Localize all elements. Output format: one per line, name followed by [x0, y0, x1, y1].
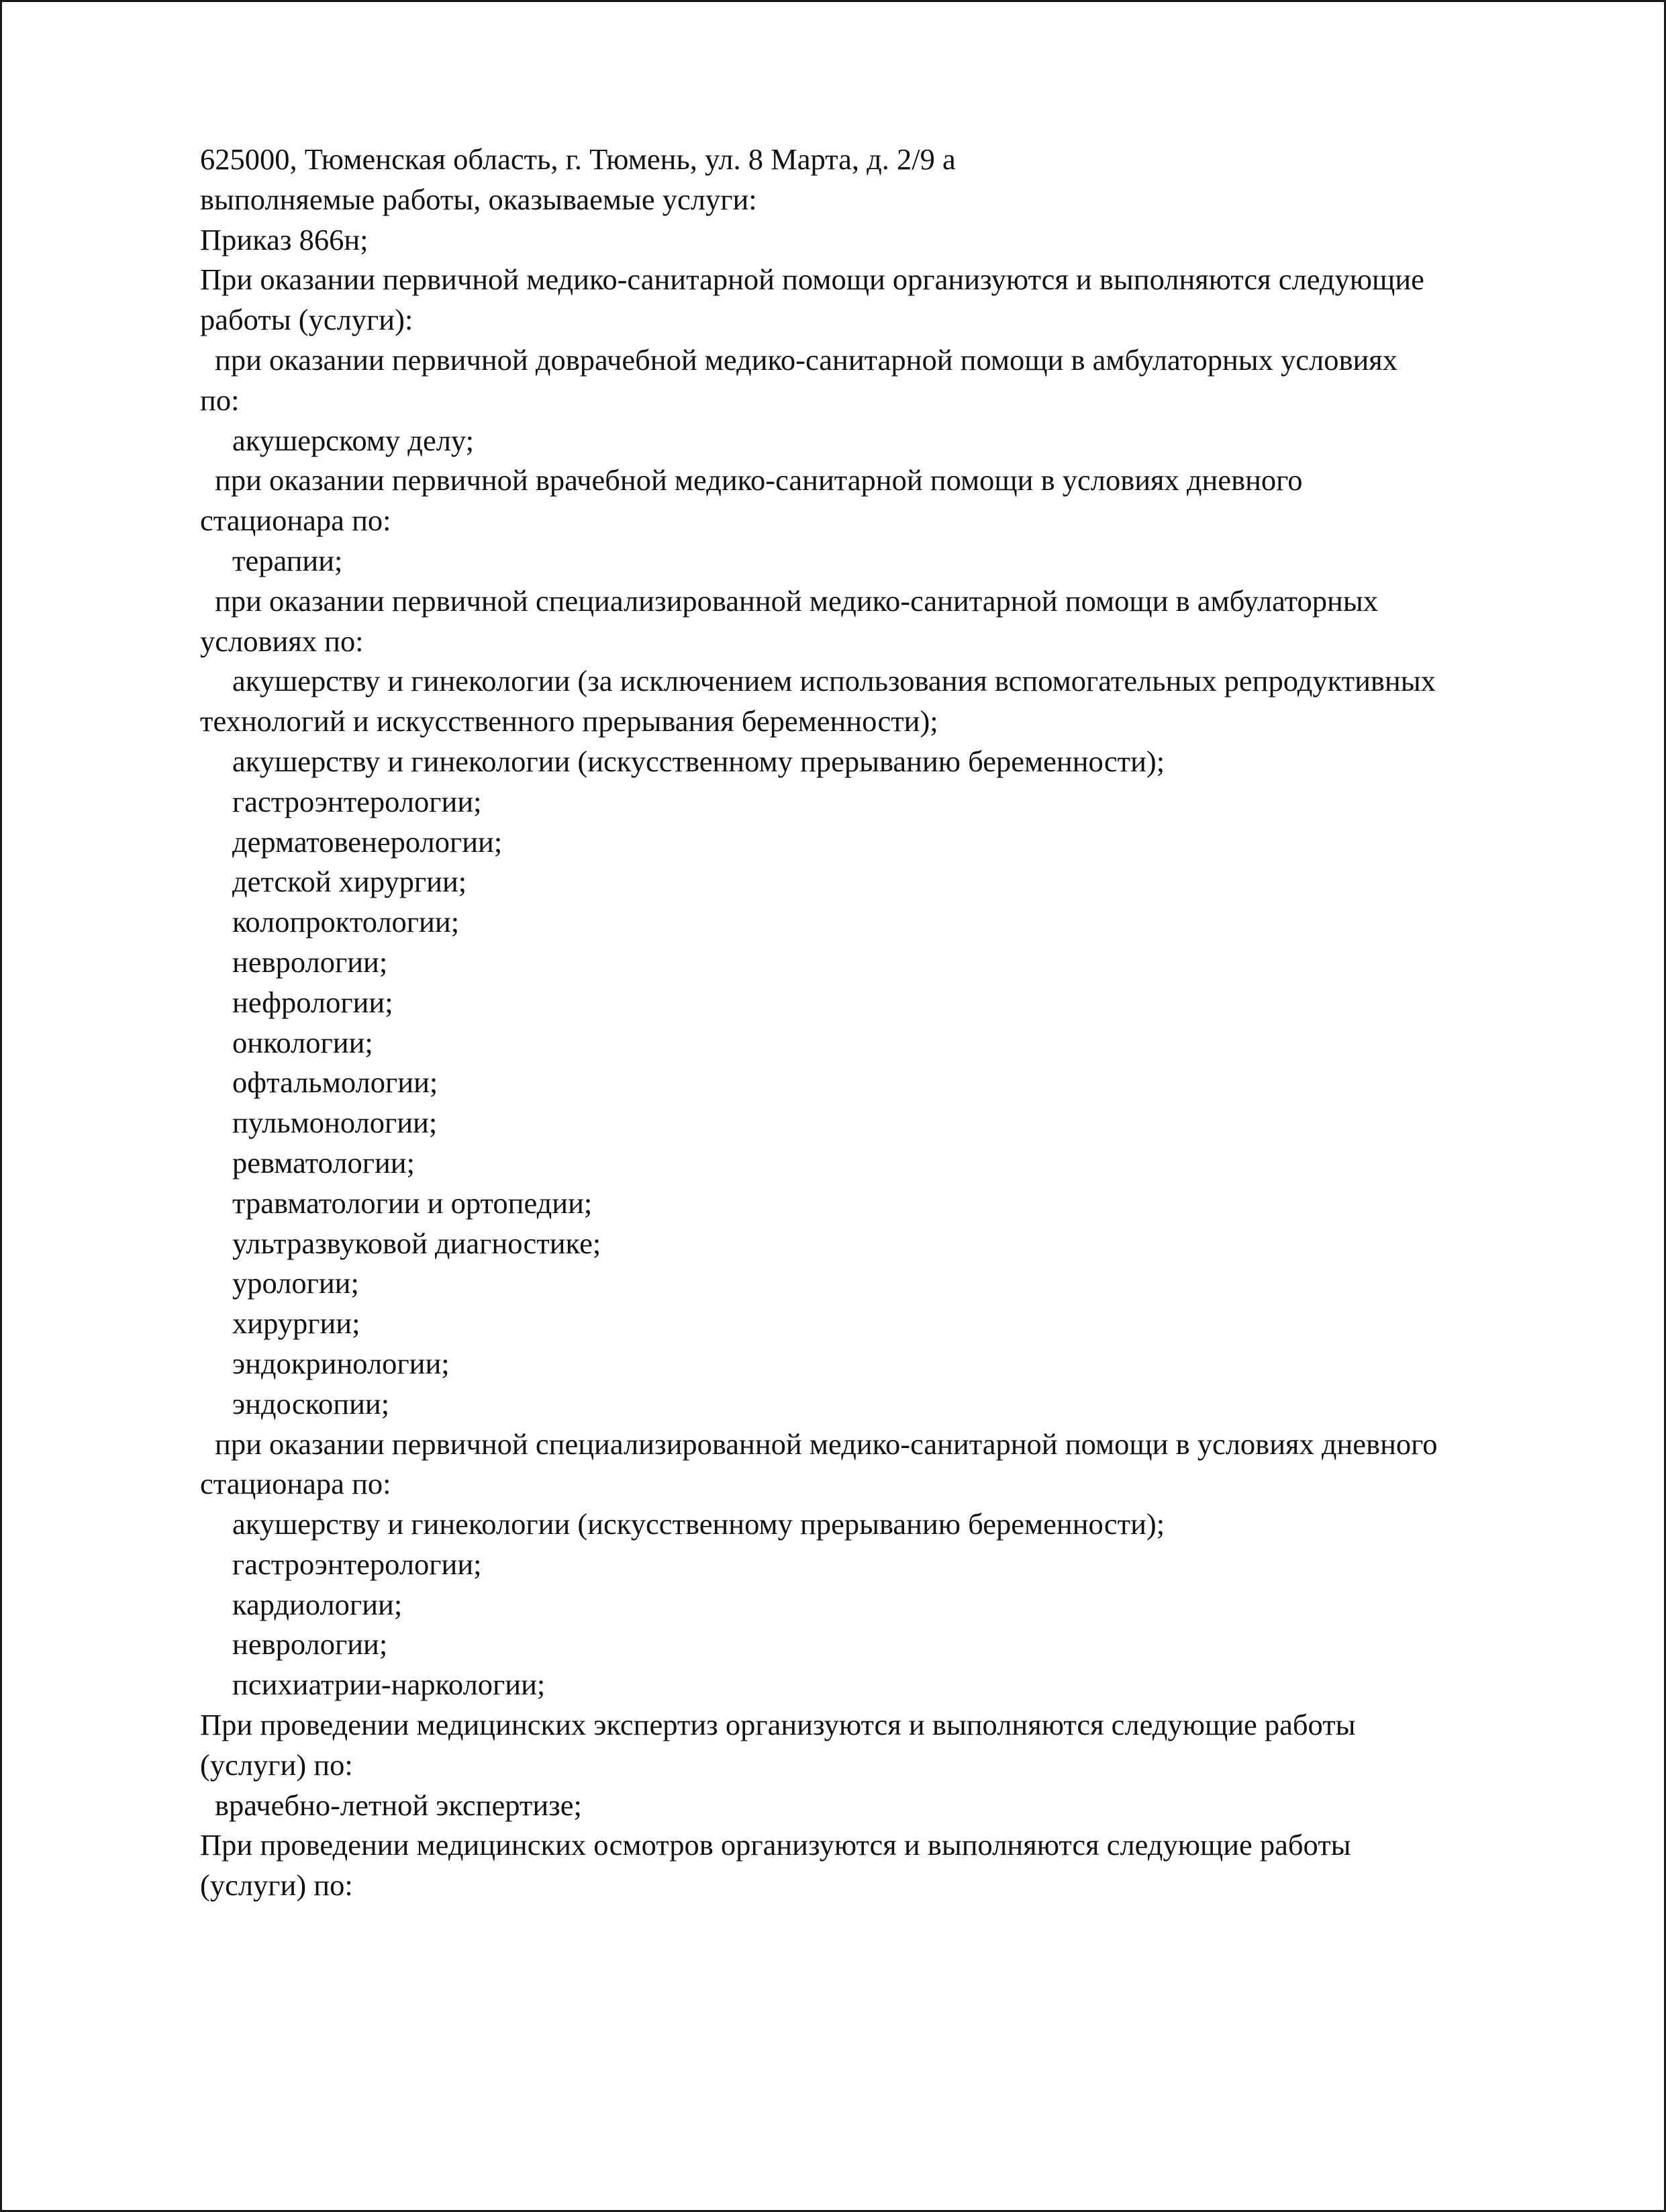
text-line: (услуги) по:	[200, 1747, 353, 1782]
list-item: врачебно-летной экспертизе;	[215, 1788, 582, 1822]
list-item: колопроктологии;	[232, 905, 460, 939]
list-item: травматологии и ортопедии;	[232, 1186, 593, 1220]
list-item: дерматовенерологии;	[232, 824, 503, 859]
address-line: 625000, Тюменская область, г. Тюмень, ул. 8 Марта, д. 2/9 а	[200, 142, 956, 176]
text-line: при оказании первичной специализированной медико-санитарной помощи в условиях дневного	[215, 1427, 1438, 1461]
list-item: ревматологии;	[232, 1145, 415, 1180]
list-item: акушерству и гинекологии (за исключением использования вспомогательных репродуктивных	[232, 664, 1436, 698]
text-line: технологий и искусственного прерывания беременности);	[200, 704, 938, 738]
list-item: урологии;	[232, 1266, 359, 1300]
list-item: психиатрии-наркологии;	[232, 1668, 546, 1702]
text-line: При проведении медицинских осмотров организуются и выполняются следующие работы	[200, 1828, 1351, 1862]
text-line: стационара по:	[200, 503, 391, 538]
text-line: условиях по:	[200, 624, 364, 658]
text-line: по:	[200, 383, 240, 417]
text-line: Приказ 866н;	[200, 222, 369, 256]
list-item: гастроэнтерологии;	[232, 784, 482, 818]
list-item: пульмонологии;	[232, 1106, 438, 1140]
list-item: неврологии;	[232, 1627, 388, 1662]
text-line: при оказании первичной доврачебной медико-санитарной помощи в амбулаторных условиях	[215, 342, 1398, 377]
list-item: эндокринологии;	[232, 1346, 450, 1380]
list-item: акушерскому делу;	[232, 423, 474, 457]
text-line: При проведении медицинских экспертиз организуются и выполняются следующие работы	[200, 1708, 1356, 1742]
list-item: кардиологии;	[232, 1587, 403, 1621]
list-item: хирургии;	[232, 1306, 360, 1341]
list-item: ультразвуковой диагностике;	[232, 1226, 601, 1260]
list-item: акушерству и гинекологии (искусственному прерыванию беременности);	[232, 744, 1165, 778]
text-line: (услуги) по:	[200, 1868, 353, 1903]
text-line: стационара по:	[200, 1467, 391, 1501]
text-line: работы (услуги):	[200, 303, 413, 337]
list-item: неврологии;	[232, 945, 388, 979]
list-item: терапии;	[232, 543, 343, 577]
document-body	[200, 140, 1603, 1906]
text-line: при оказании первичной врачебной медико-санитарной помощи в условиях дневного	[215, 463, 1303, 497]
list-item: офтальмологии;	[232, 1065, 438, 1100]
list-item: онкологии;	[232, 1025, 373, 1059]
list-item: детской хирургии;	[232, 865, 467, 899]
list-item: нефрологии;	[232, 985, 393, 1019]
list-item: гастроэнтерологии;	[232, 1547, 482, 1581]
text-line: выполняемые работы, оказываемые услуги:	[200, 182, 757, 216]
list-item: акушерству и гинекологии (искусственному прерыванию беременности);	[232, 1507, 1165, 1541]
list-item: эндоскопии;	[232, 1386, 390, 1421]
text-line: При оказании первичной медико-санитарной помощи организуются и выполняются следующие	[200, 262, 1424, 297]
text-line: при оказании первичной специализированной медико-санитарной помощи в амбулаторных	[215, 583, 1379, 618]
